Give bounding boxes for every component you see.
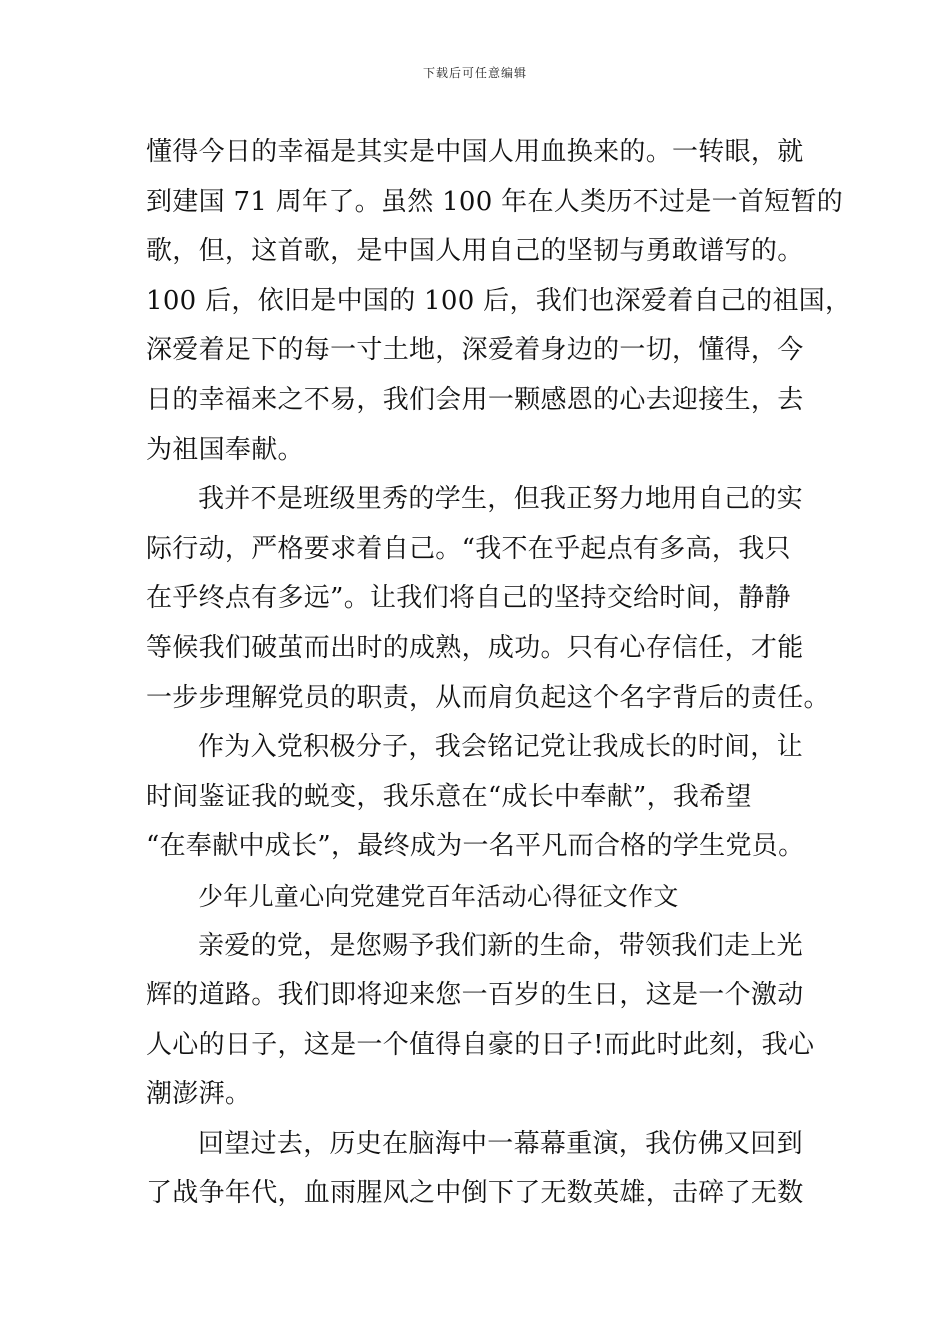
text-line: 时间鉴证我的蜕变，我乐意在“成长中奉献”，我希望 bbox=[146, 781, 752, 812]
text-line: 辉的道路。我们即将迎来您一百岁的生日，这是一个激动 bbox=[146, 980, 804, 1011]
download-note: 下载后可任意编辑 bbox=[422, 66, 527, 80]
text-line: 歌，但，这首歌，是中国人用自己的坚韧与勇敢谱写的。 bbox=[146, 236, 804, 267]
text-line: 一步步理解党员的职责，从而肩负起这个名字背后的责任。 bbox=[146, 682, 830, 713]
text-line: 了战争年代，血雨腥风之中倒下了无数英雄，击碎了无数 bbox=[146, 1178, 804, 1209]
text-line: 到建国 71 周年了。虽然 100 年在人类历不过是一首短暂的 bbox=[146, 186, 844, 217]
text-line: 潮澎湃。 bbox=[146, 1079, 252, 1110]
text-line: “在奉献中成长”，最终成为一名平凡而合格的学生党员。 bbox=[146, 831, 805, 862]
text-line: 懂得今日的幸福是其实是中国人用血换来的。一转眼，就 bbox=[146, 137, 804, 167]
text-line: 际行动，严格要求着自己。“我不在乎起点有多高，我只 bbox=[146, 533, 791, 564]
paragraph-start-line: 亲爱的党，是您赐予我们新的生命，带领我们走上光 bbox=[198, 930, 803, 961]
text-line: 人心的日子，这是一个值得自豪的日子!而此时此刻，我心 bbox=[146, 1029, 815, 1060]
text-line: 为祖国奉献。 bbox=[146, 434, 304, 465]
text-line: 深爱着足下的每一寸土地，深爱着身边的一切，懂得，今 bbox=[146, 335, 804, 366]
text-line: 等候我们破茧而出时的成熟，成功。只有心存信任，才能 bbox=[146, 632, 804, 663]
document-body bbox=[146, 128, 852, 1219]
text-line: 日的幸福来之不易，我们会用一颗感恩的心去迎接生，去 bbox=[146, 384, 804, 415]
section-heading: 少年儿童心向党建党百年活动心得征文作文 bbox=[198, 881, 679, 911]
paragraph-start-line: 我并不是班级里秀的学生，但我正努力地用自己的实 bbox=[198, 484, 803, 515]
paragraph-start-line: 回望过去，历史在脑海中一幕幕重演，我仿佛又回到 bbox=[198, 1128, 803, 1159]
text-line: 在乎终点有多远”。让我们将自己的坚持交给时间，静静 bbox=[146, 583, 791, 614]
text-line: 100 后，依旧是中国的 100 后，我们也深爱着自己的祖国， bbox=[146, 285, 852, 316]
paragraph-start-line: 作为入党积极分子，我会铭记党让我成长的时间，让 bbox=[198, 732, 803, 763]
